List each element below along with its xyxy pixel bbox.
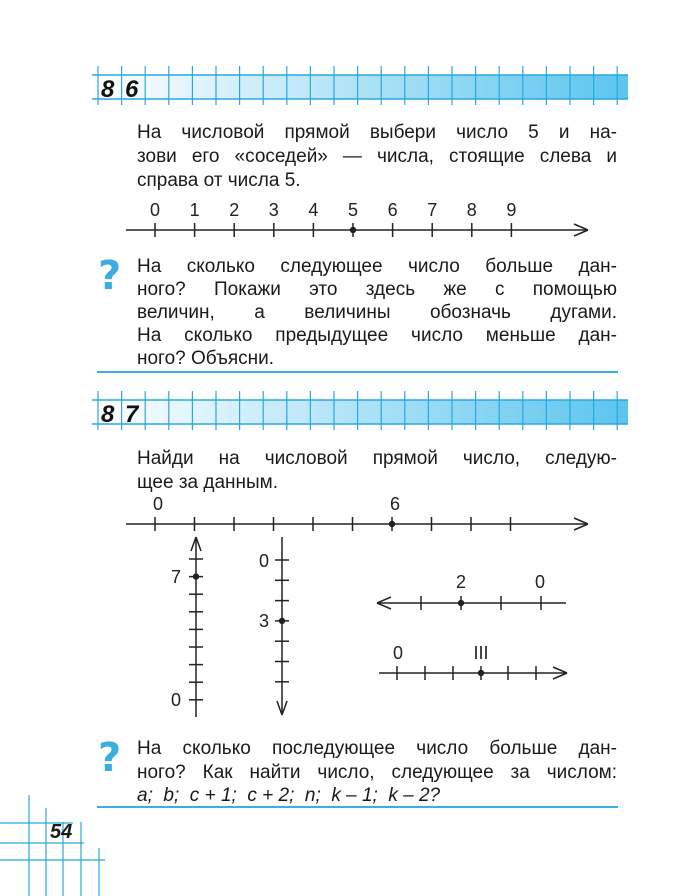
tick-label: III (473, 643, 489, 663)
task-text-line: На числовой прямой выбери число 5 и на- (137, 122, 617, 143)
tick-label: 6 (387, 200, 398, 220)
page-number: 54 (50, 821, 73, 843)
task-number-digit: 8 (101, 401, 115, 428)
tick-label: 7 (170, 567, 182, 587)
marked-point (458, 600, 464, 606)
marked-point (350, 227, 356, 233)
arrow-head (377, 597, 391, 603)
task-text-line: справа от числа 5. (137, 170, 301, 191)
task-number-digit: 7 (125, 401, 139, 428)
divider (97, 806, 618, 808)
task-text-line: щее за данным. (137, 472, 279, 493)
question-line: ного? Как найти число, следующее за числом: (137, 762, 617, 783)
arrow-head (553, 667, 567, 673)
task-number-digit: 8 (101, 76, 115, 103)
tick-label: 1 (189, 200, 200, 220)
arrow-head (574, 518, 588, 524)
tick-label: 0 (149, 200, 161, 220)
tick-label: 0 (152, 494, 164, 514)
arrow-head (574, 230, 588, 236)
tick-label: 0 (170, 690, 182, 710)
marked-point (279, 618, 285, 624)
tick-label: 3 (258, 611, 270, 631)
tick-label: 4 (308, 200, 319, 220)
header-band (97, 400, 628, 424)
question-line: На сколько последующее число больше дан- (137, 738, 617, 759)
tick-label: 7 (427, 200, 438, 220)
tick-label: 2 (455, 572, 467, 592)
question-line: ного? Объясни. (137, 348, 275, 369)
question-mark-icon: ? (98, 253, 122, 299)
divider (97, 371, 618, 373)
tick-label: 3 (268, 200, 279, 220)
question-line: ного? Покажи это здесь же с помощью (137, 279, 617, 300)
task-number-digit: 6 (125, 76, 139, 103)
arrow-head (553, 673, 567, 679)
marked-point (193, 573, 199, 579)
question-line: На сколько предыдущее число меньше дан- (137, 325, 617, 346)
question-line: На сколько следующее число больше дан- (137, 256, 617, 277)
question-line: величин, а величины обозначь дугами. (137, 302, 617, 323)
tick-label: 9 (506, 200, 517, 220)
arrow-head (574, 524, 588, 530)
tick-label: 5 (347, 200, 359, 220)
task-text-line: зови его «соседей» — числа, стоящие слева и (137, 146, 617, 167)
task-text-line: Найди на числовой прямой число, следую- (137, 448, 617, 469)
arrow-head (377, 603, 391, 609)
marked-point (478, 670, 484, 676)
header-band (97, 75, 628, 99)
footer-grid (0, 795, 105, 896)
tick-label: 0 (392, 643, 404, 663)
marked-point (389, 521, 395, 527)
tick-label: 8 (466, 200, 477, 220)
tick-label: 2 (229, 200, 240, 220)
question-mark-icon: ? (98, 735, 122, 781)
tick-label: 0 (534, 572, 546, 592)
tick-label: 6 (389, 494, 401, 514)
arrow-head (574, 224, 588, 230)
tick-label: 0 (258, 551, 270, 571)
question-line: a; b; c + 1; c + 2; n; k – 1; k – 2? (137, 785, 441, 806)
